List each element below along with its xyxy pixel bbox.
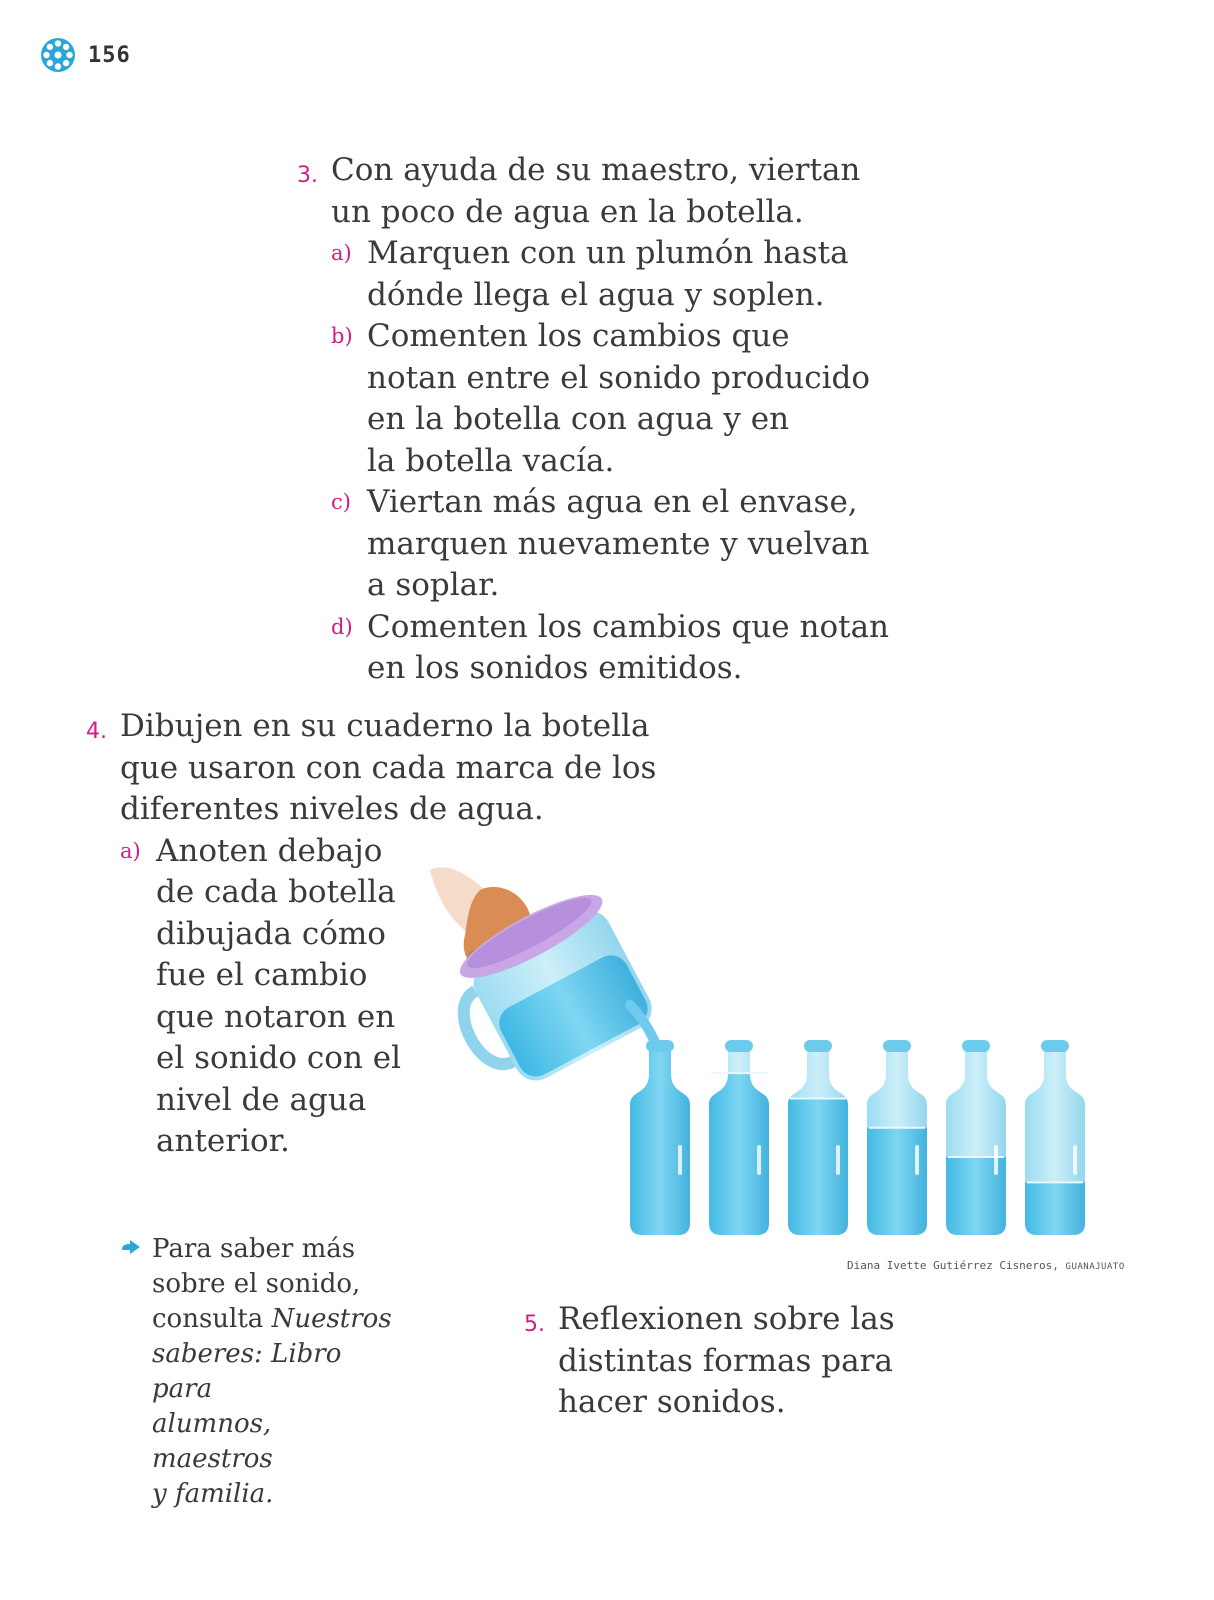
credit-place: GUANAJUATO (1065, 1262, 1125, 1272)
step-5 (524, 1299, 944, 1424)
bottle-cap (646, 1040, 674, 1052)
book-title: saberes: Libro para (152, 1339, 342, 1404)
note-line: sobre el sonido, (152, 1269, 361, 1299)
step-number: 5. (524, 1312, 545, 1337)
subitem-line: marquen nuevamente y vuelvan (367, 525, 870, 562)
bottle-cap (804, 1040, 832, 1052)
subitem-line: Comenten los cambios que notan (367, 608, 890, 645)
step-number: 3. (297, 163, 318, 188)
bottle-cap (725, 1040, 753, 1052)
subitem-line: nivel de agua (156, 1081, 367, 1118)
page-number: 156 (88, 42, 131, 68)
subitem-d (331, 607, 897, 690)
subitem-letter: a) (120, 838, 141, 863)
bottle-icon (865, 1040, 929, 1235)
bottle-icon (944, 1040, 1008, 1235)
note-line: Para saber más (152, 1234, 356, 1264)
subitem-line: en los sonidos emitidos. (367, 650, 743, 686)
subitem-line: la botella vacía. (367, 442, 615, 479)
arrow-right-icon (120, 1238, 142, 1256)
credit-name: Diana Ivette Gutiérrez Cisneros, (847, 1259, 1059, 1272)
subitem-letter: b) (331, 324, 353, 348)
bottle-water (707, 1073, 771, 1235)
subitem-line: dibujada cómo (156, 915, 386, 952)
subitem-b (331, 316, 897, 482)
step-line: que usaron con cada marca de los (120, 749, 657, 786)
subitem-line: a soplar. (367, 567, 500, 603)
subitem-line: de cada botella (156, 874, 396, 910)
bottle-cap (962, 1040, 990, 1052)
bottle-icon (1023, 1040, 1087, 1235)
subitem-line: que notaron en (156, 998, 396, 1035)
bottle-water (865, 1128, 929, 1235)
bottle-water (944, 1157, 1008, 1235)
bottle-water (628, 1040, 692, 1235)
bottle-cap (1041, 1040, 1069, 1052)
step-number: 4. (86, 719, 107, 744)
book-title: y familia. (152, 1479, 274, 1509)
illustration-credit (847, 1259, 1125, 1272)
bottles-group (628, 1040, 1087, 1235)
note-line: consulta (152, 1304, 272, 1334)
step-line: Dibujen en su cuaderno la botella (120, 708, 650, 744)
subitem-line: notan entre el sonido producido (367, 359, 871, 396)
subitem-letter: a) (331, 241, 352, 265)
bottle-shine (915, 1145, 919, 1175)
pouring-water-illustration (420, 840, 1110, 1250)
step-line: Con ayuda de su maestro, viertan (331, 152, 861, 188)
book-title: alumnos, maestros (152, 1409, 273, 1474)
bottle-shine (1073, 1145, 1077, 1175)
bottle-icon (786, 1040, 850, 1235)
bottle-icon (628, 1040, 692, 1235)
reference-note (120, 1232, 400, 1512)
subitem-line: Comenten los cambios que (367, 318, 790, 354)
subitem-letter: c) (331, 490, 351, 514)
step-line: distintas formas para (558, 1342, 893, 1379)
subitem-line: el sonido con el (156, 1040, 402, 1076)
bottle-icon (707, 1040, 771, 1235)
subitem-c (331, 482, 897, 607)
step-line: diferentes niveles de agua. (120, 791, 544, 827)
subitem-line: Viertan más agua en el envase, (367, 484, 858, 520)
page-header (40, 37, 131, 73)
bottle-shine (994, 1145, 998, 1175)
book-title: Nuestros (271, 1304, 392, 1334)
bottle-shine (678, 1145, 682, 1175)
subitem-line: fue el cambio (156, 957, 368, 993)
bottle-shine (757, 1145, 761, 1175)
step-line: un poco de agua en la botella. (331, 193, 804, 230)
subitem-line: Anoten debajo (156, 832, 383, 869)
subitem-line: en la botella con agua y en (367, 401, 790, 437)
bottle-shine (836, 1145, 840, 1175)
bottle-water (786, 1099, 850, 1236)
subitem-a (331, 233, 897, 316)
step-line: hacer sonidos. (558, 1384, 786, 1420)
subitem-line: dónde llega el agua y soplen. (367, 276, 825, 313)
subitem-line: anterior. (156, 1123, 290, 1159)
bottle-cap (883, 1040, 911, 1052)
bottle-water (1023, 1182, 1087, 1235)
subitem-line: Marquen con un plumón hasta (367, 235, 849, 271)
flower-medallion-icon (40, 37, 76, 73)
step-line: Reflexionen sobre las (558, 1301, 895, 1337)
step-3 (297, 150, 897, 690)
subitem-letter: d) (331, 614, 353, 639)
